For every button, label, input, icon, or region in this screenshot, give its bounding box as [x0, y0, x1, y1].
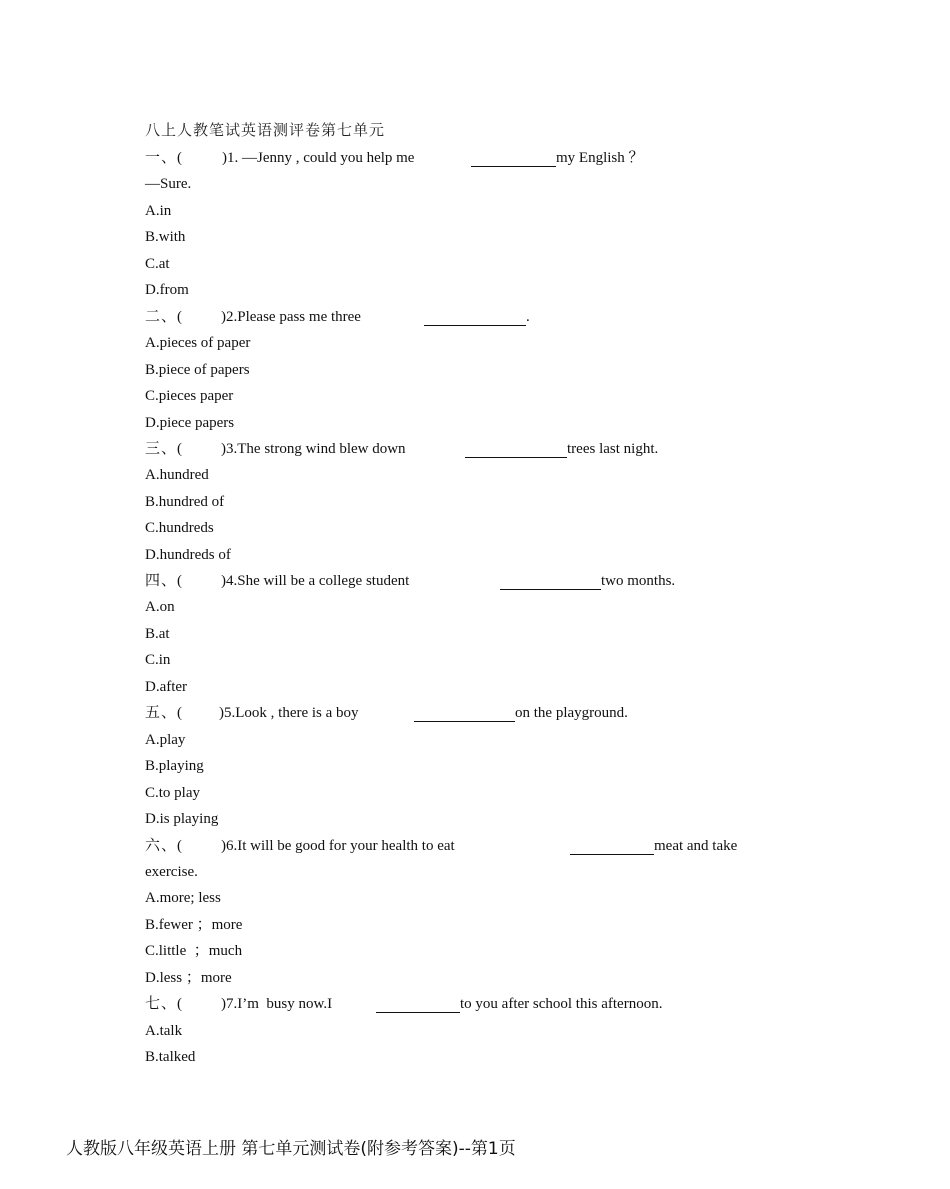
question-2-option-a: A.pieces of paper — [145, 335, 251, 351]
question-5-option-a: A.play — [145, 732, 186, 748]
question-5-option-d: D.is playing — [145, 811, 219, 827]
document-title: 八上人教笔试英语测评卷第七单元 — [145, 123, 386, 139]
question-2-number: 二、( — [145, 309, 183, 325]
question-3-stem-end: trees last night. — [567, 441, 659, 457]
question-7-option-b: B.talked — [145, 1049, 196, 1065]
answer-blank-5 — [414, 721, 515, 722]
question-4-stem-end: two months. — [601, 573, 676, 589]
answer-blank-7 — [376, 1012, 460, 1013]
question-5-option-b: B.playing — [145, 758, 204, 774]
question-4-option-a: A.on — [145, 599, 175, 615]
question-7-stem-end: to you after school this afternoon. — [460, 996, 663, 1012]
question-4-number: 四、( — [145, 573, 183, 589]
question-6-stem-end: meat and take — [654, 838, 738, 854]
question-6-continuation: exercise. — [145, 864, 198, 880]
answer-blank-6 — [570, 854, 654, 855]
question-6-option-a: A.more; less — [145, 890, 221, 906]
answer-blank-4 — [500, 589, 601, 590]
question-4-option-c: C.in — [145, 652, 171, 668]
question-3-number: 三、( — [145, 441, 183, 457]
question-2-stem: )2.Please pass me three — [221, 309, 361, 325]
question-3-option-d: D.hundreds of — [145, 547, 231, 563]
question-6-option-c: C.little ；much — [145, 943, 243, 959]
question-6-number: 六、( — [145, 838, 183, 854]
question-4-option-d: D.after — [145, 679, 188, 695]
question-3-option-b: B.hundred of — [145, 494, 225, 510]
question-5-option-c: C.to play — [145, 785, 200, 801]
question-6-option-d: D.less ；more — [145, 970, 232, 986]
question-7-stem: )7.I’m busy now.I — [221, 996, 333, 1012]
question-2-option-d: D.piece papers — [145, 415, 235, 431]
question-4-option-b: B.at — [145, 626, 170, 642]
question-5-stem-end: on the playground. — [515, 705, 628, 721]
question-6-option-b: B.fewer ；more — [145, 917, 243, 933]
question-1-stem: )1. —Jenny , could you help me — [222, 150, 415, 166]
question-3-option-a: A.hundred — [145, 467, 209, 483]
question-2-stem-end: . — [526, 309, 530, 325]
question-1-option-c: C.at — [145, 256, 170, 272]
answer-blank-3 — [465, 457, 567, 458]
question-3-stem: )3.The strong wind blew down — [221, 441, 406, 457]
page-footer: 人教版八年级英语上册 第七单元测试卷(附参考答案)--第1页 — [66, 1139, 516, 1159]
question-5-stem: )5.Look , there is a boy — [219, 705, 359, 721]
question-7-number: 七、( — [145, 996, 183, 1012]
question-7-option-a: A.talk — [145, 1023, 183, 1039]
question-6-stem: )6.It will be good for your health to eat — [221, 838, 455, 854]
question-1-continuation: —Sure. — [145, 176, 192, 192]
answer-blank-2 — [424, 325, 526, 326]
question-2-option-b: B.piece of papers — [145, 362, 250, 378]
question-1-number: 一、( — [145, 150, 183, 166]
question-1-option-d: D.from — [145, 282, 189, 298]
question-1-stem-end: my English ？ — [556, 150, 644, 166]
question-5-number: 五、( — [145, 705, 183, 721]
question-2-option-c: C.pieces paper — [145, 388, 234, 404]
question-4-stem: )4.She will be a college student — [221, 573, 410, 589]
question-1-option-b: B.with — [145, 229, 186, 245]
question-3-option-c: C.hundreds — [145, 520, 214, 536]
question-1-option-a: A.in — [145, 203, 172, 219]
answer-blank-1 — [471, 166, 556, 167]
